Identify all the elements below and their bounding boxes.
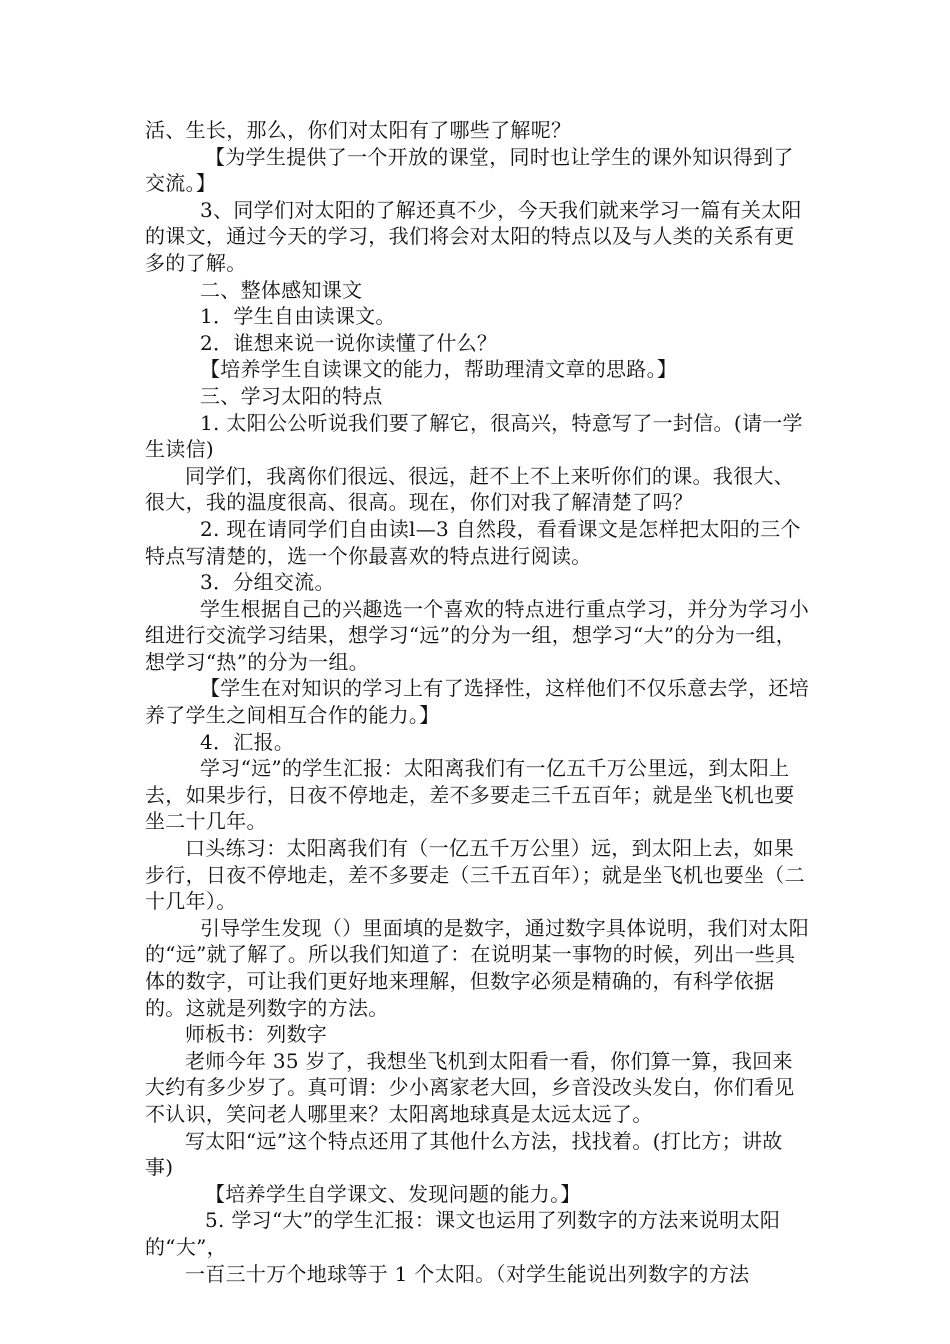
paragraph: 引导学生发现（）里面填的是数字，通过数字具体说明，我们对太阳的“远”就了解了。所以我们知道了：在说明某一事物的时候，列出一些具体的数字，可让我们更好地来理解，但数字必须是精确的，有科学依据的。这就是列数字的方法。 bbox=[145, 915, 809, 1020]
paragraph: 1. 太阳公公听说我们要了解它，很高兴，特意写了一封信。(请一学生读信) bbox=[145, 410, 803, 462]
paragraph: 3、同学们对太阳的了解还真不少，今天我们就来学习一篇有关太阳的课文，通过今天的学习，我们将会对太阳的特点以及与人类的关系有更多的了解。 bbox=[145, 197, 802, 275]
paragraph: 老师今年 35 岁了，我想坐飞机到太阳看一看，你们算一算，我回来大约有多少岁了。真可谓：少小离家老大回，乡音没改头发白，你们看见不认识，笑问老人哪里来？太阳离地球真是太远太远了。 bbox=[145, 1048, 795, 1126]
paragraph: 同学们，我离你们很远、很远，赶不上不上来听你们的课。我很大、很大，我的温度很高、很高。现在，你们对我了解清楚了吗？ bbox=[145, 463, 794, 515]
paragraph: 学生根据自己的兴趣选一个喜欢的特点进行重点学习，并分为学习小组进行交流学习结果，想学习“远”的分为一组，想学习“大”的分为一组，想学习“热”的分为一组。 bbox=[145, 596, 809, 674]
paragraph: 学习“远”的学生汇报：太阳离我们有一亿五千万公里远，到太阳上去，如果步行，日夜不停地走，差不多要走三千五百年；就是坐飞机也要坐二十几年。 bbox=[145, 756, 795, 834]
paragraph: 4．汇报。 bbox=[200, 729, 295, 754]
paragraph: 口头练习：太阳离我们有（一亿五千万公里）远，到太阳上去，如果步行，日夜不停地走，差不多要走（三千五百年）；就是坐飞机也要坐（二十几年）。 bbox=[145, 836, 805, 914]
paragraph: 2. 现在请同学们自由读l—3 自然段，看看课文是怎样把太阳的三个特点写清楚的，选一个你最喜欢的特点进行阅读。 bbox=[145, 516, 801, 568]
section-heading: 三、学习太阳的特点 bbox=[200, 383, 383, 408]
paragraph: 写太阳“远”这个特点还用了其他什么方法，找找着。(打比方；讲故事) bbox=[145, 1128, 783, 1180]
paragraph: 2．谁想来说一说你读懂了什么？ bbox=[200, 330, 498, 355]
section-heading: 二、整体感知课文 bbox=[200, 277, 363, 302]
paragraph: 师板书：列数字 bbox=[185, 1022, 328, 1047]
paragraph: 【培养学生自学课文、发现问题的能力。】 bbox=[205, 1181, 581, 1206]
paragraph: 3．分组交流。 bbox=[200, 570, 335, 595]
paragraph: 1．学生自由读课文。 bbox=[200, 304, 396, 329]
document-body bbox=[145, 117, 810, 1287]
paragraph: 【学生在对知识的学习上有了选择性，这样他们不仅乐意去学，还培养了学生之间相互合作的能力。】 bbox=[145, 676, 809, 728]
paragraph: 【为学生提供了一个开放的课堂，同时也让学生的课外知识得到了交流。】 bbox=[145, 144, 794, 196]
paragraph: 【培养学生自读课文的能力，帮助理清文章的思路。】 bbox=[200, 357, 678, 382]
paragraph: 一百三十万个地球等于 1 个太阳。（对学生能说出列数字的方法 bbox=[185, 1261, 750, 1286]
paragraph: 活、生长，那么，你们对太阳有了哪些了解呢？ bbox=[145, 118, 572, 142]
paragraph: 5. 学习“大”的学生汇报：课文也运用了列数字的方法来说明太阳的“大”， bbox=[145, 1208, 781, 1259]
